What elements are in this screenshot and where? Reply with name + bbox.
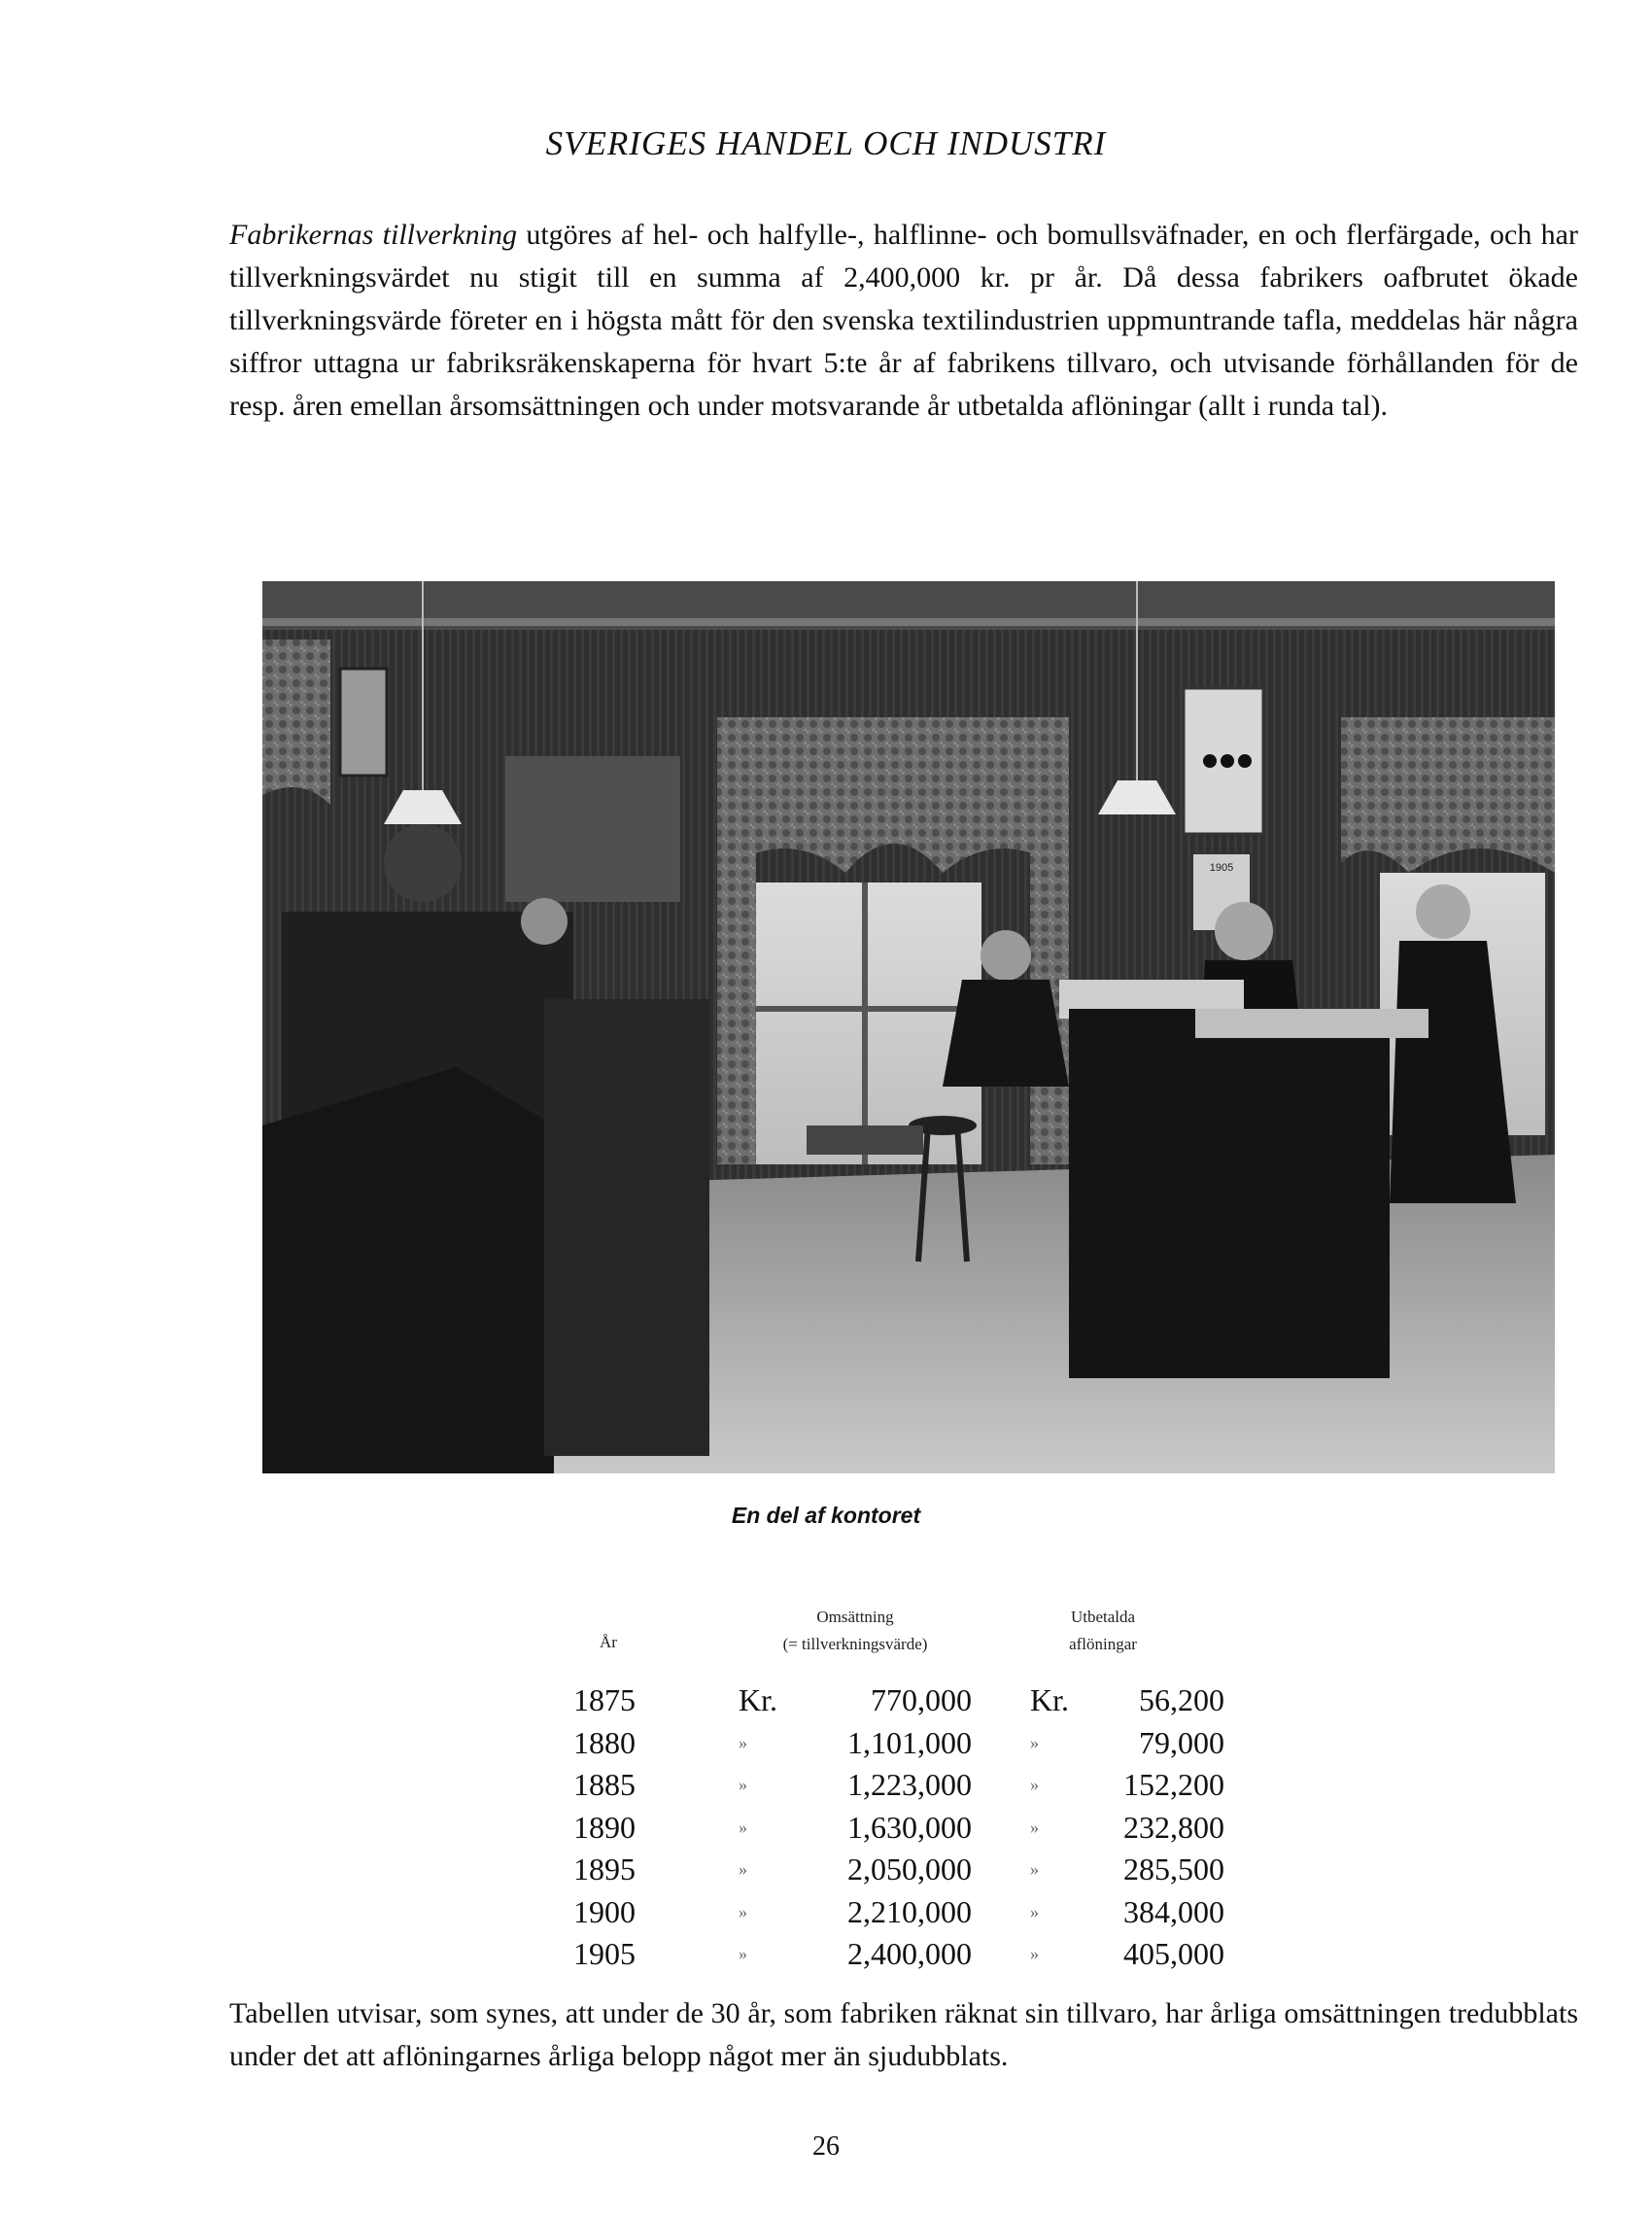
ditto-mark: » (1030, 1901, 1039, 1921)
page-header: SVERIGES HANDEL OCH INDUSTRI (545, 124, 1107, 162)
row-year: 1905 (573, 1936, 636, 1971)
row-year: 1875 (573, 1682, 636, 1717)
intro-lead: Fabrikernas tillverkning (229, 219, 517, 251)
row-turnover: 770,000 (871, 1682, 972, 1717)
wall-picture (340, 669, 387, 776)
header-wages (981, 1604, 1224, 1658)
currency-label: Kr. (1030, 1682, 1069, 1717)
header-turnover (709, 1604, 1001, 1658)
row-year: 1885 (573, 1767, 636, 1802)
row-wages: 232,800 (1123, 1809, 1224, 1845)
office-photo (262, 581, 1555, 1473)
ditto-mark: » (1030, 1944, 1039, 1963)
row-year: 1895 (573, 1852, 636, 1886)
row-wages: 285,500 (1123, 1852, 1224, 1886)
header-turnover-line1: Omsättning (816, 1608, 894, 1626)
clerk-figure (384, 824, 462, 902)
ditto-mark: » (1030, 1732, 1039, 1752)
row-wages: 152,200 (1123, 1767, 1224, 1802)
page-number: 26 (812, 2131, 840, 2162)
ditto-mark: » (739, 1944, 747, 1963)
intro-text: utgöres af hel- och halfylle-, halflinne- och bomullsväfnader, en och flerfärgade, och har tillverkningsvärdet nu stigit till en summa af 2,400,000 kr. pr år. Då dessa fabrikers oafbrutet ökade tillverkningsvärde företer en i högsta mått för den svenska textilindustrien uppmuntrande tafla, meddelas här några siffror uttagna ur fabriksräkenskaperna för hvart 5:te år af fabrikens tillvaro, och utvisande förhållanden för de resp. åren emellan årsomsättningen och under motsvarande år utbetalda aflöningar (allt i runda tal). (229, 219, 1578, 422)
row-wages: 384,000 (1123, 1893, 1224, 1929)
ditto-mark: » (1030, 1775, 1039, 1794)
ditto-mark: » (1030, 1817, 1039, 1837)
row-wages: 56,200 (1139, 1682, 1224, 1717)
row-turnover: 1,630,000 (847, 1809, 972, 1845)
ditto-mark: » (1030, 1859, 1039, 1879)
header-turnover-line2: (= tillverkningsvärde) (782, 1635, 928, 1653)
intro-paragraph (229, 214, 1578, 428)
table-header (573, 1604, 1234, 1679)
row-turnover: 2,050,000 (847, 1852, 972, 1886)
clerk-figure (1416, 884, 1470, 939)
table-row (573, 1807, 1234, 1850)
clerk-figure (521, 898, 568, 945)
row-year: 1880 (573, 1724, 636, 1760)
row-turnover: 2,210,000 (847, 1893, 972, 1929)
row-wages: 79,000 (1139, 1724, 1224, 1760)
closing-paragraph: Tabellen utvisar, som synes, att under de 30 år, som fabriken räknat sin tillvaro, har årliga omsättningen tredubblats under det att aflöningarnes årliga belopp något mer än sjudubblats. (229, 1997, 1578, 2072)
row-turnover: 1,101,000 (847, 1724, 972, 1760)
table-row (573, 1891, 1234, 1934)
table-row (573, 1722, 1234, 1765)
clerk-figure (981, 930, 1031, 981)
row-year: 1890 (573, 1809, 636, 1845)
header-wages-line2: aflöningar (1069, 1635, 1137, 1653)
table-row (573, 1849, 1234, 1891)
wages-table (573, 1604, 1234, 1976)
central-desk (1069, 1009, 1390, 1378)
ditto-mark: » (739, 1901, 747, 1921)
ditto-mark: » (739, 1817, 747, 1837)
row-turnover: 1,223,000 (847, 1767, 972, 1802)
ditto-mark: » (739, 1859, 747, 1879)
clerk-figure (1215, 902, 1273, 960)
photo-caption: En del af kontoret (731, 1503, 921, 1528)
table-row (573, 1679, 1234, 1722)
row-wages: 405,000 (1123, 1936, 1224, 1971)
office-photo-illustration (262, 581, 1555, 1473)
row-year: 1900 (573, 1893, 636, 1929)
row-turnover: 2,400,000 (847, 1936, 972, 1971)
header-year: År (600, 1633, 617, 1651)
wall-map (505, 756, 680, 902)
calendar-year: 1905 (1209, 862, 1234, 874)
ditto-mark: » (739, 1732, 747, 1752)
table-row (573, 1933, 1234, 1976)
header-wages-line1: Utbetalda (1070, 1608, 1136, 1626)
table-row (573, 1764, 1234, 1807)
currency-label: Kr. (739, 1682, 777, 1717)
ditto-mark: » (739, 1775, 747, 1794)
